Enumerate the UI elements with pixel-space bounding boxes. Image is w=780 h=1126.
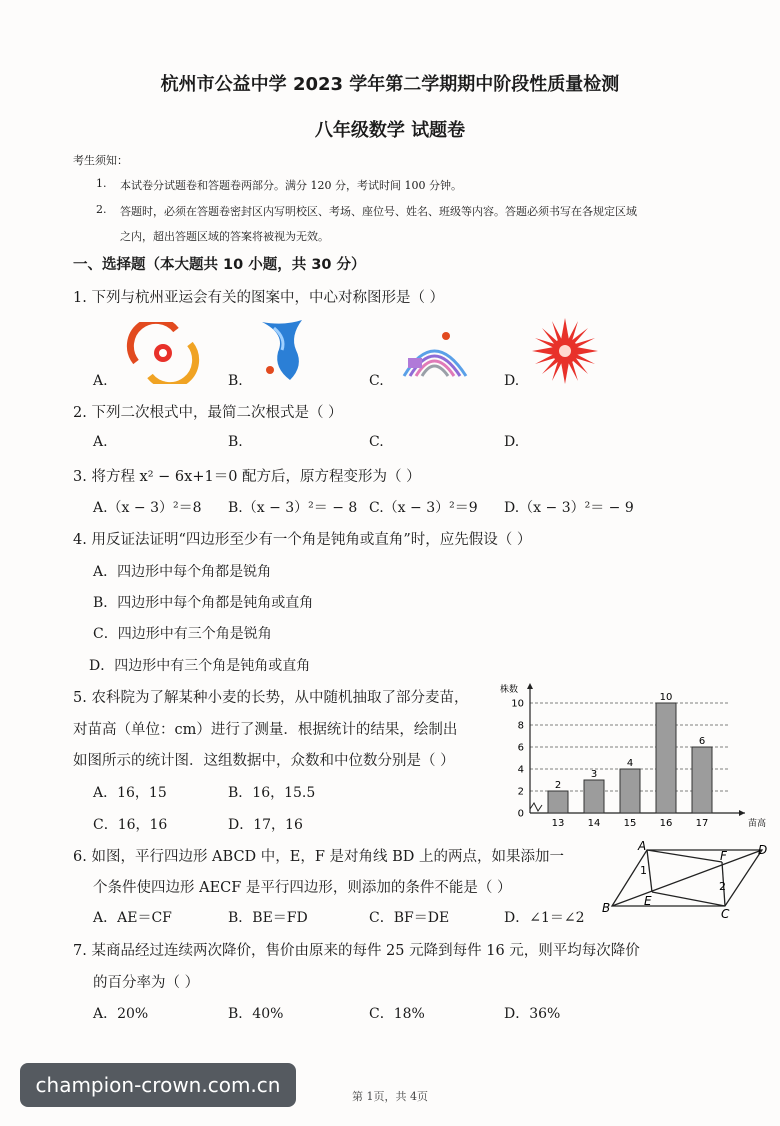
q4-option-c: C．四边形中有三个角是锐角: [93, 626, 272, 642]
q2-stem: 2. 下列二次根式中，最简二次根式是（ ）: [73, 405, 343, 421]
q7-option-c: C．18%: [369, 1006, 425, 1022]
x-tick-label: 14: [587, 818, 601, 829]
x-tick-label: 13: [551, 818, 565, 829]
q6-parallelogram-figure: [600, 840, 772, 920]
q3-option-b: B.（x − 3）²＝ − 8: [228, 500, 358, 516]
q7-option-d: D．36%: [504, 1006, 561, 1022]
q4-option-a: A．四边形中每个角都是锐角: [93, 564, 272, 580]
bar: [620, 769, 640, 813]
q7-stem-line2: 的百分率为（ ）: [93, 975, 200, 991]
exam-subtitle: 八年级数学 试题卷: [314, 120, 466, 141]
y-tick-label: 4: [517, 764, 524, 776]
q1-stem: 1. 下列与杭州亚运会有关的图案中，中心对称图形是（ ）: [73, 290, 445, 306]
bar-data-label: 2: [554, 780, 562, 791]
bar-data-label: 10: [659, 692, 673, 703]
section-heading: 一、选择题（本大题共 10 小题，共 30 分）: [73, 257, 366, 273]
q1-option-b: B.: [228, 373, 243, 389]
notice-item-2-text: 答题时，必须在答题卷密封区内写明校区、考场、座位号、姓名、班级等内容。答题必须书写在各规定区域: [120, 205, 637, 218]
q7-option-a: A．20%: [93, 1006, 149, 1022]
bar-data-label: 4: [626, 758, 634, 769]
segment-ae: [647, 850, 652, 892]
q1-emblem-c: [398, 330, 470, 382]
q1-option-d: D.: [504, 373, 520, 389]
y-tick-label: 10: [511, 698, 524, 710]
q7-option-b: B．40%: [228, 1006, 284, 1022]
diagonal-bd: [612, 850, 762, 906]
vertex-c-label: C: [721, 907, 730, 920]
y-axis-title: 株数: [500, 685, 519, 695]
q1-option-a: A.: [93, 373, 108, 389]
q2-option-d: D.: [504, 434, 520, 450]
q6-stem-line1: 6. 如图，平行四边形 ABCD 中，E，F 是对角线 BD 上的两点，如果添加一: [73, 849, 565, 865]
q4-stem: 4. 用反证法证明“四边形至少有一个角是钝角或直角”时，应先假设（ ）: [73, 532, 532, 548]
x-tick-label: 16: [659, 818, 673, 829]
q5-option-a: A．16，15: [93, 785, 167, 801]
q6-stem-line2: 个条件使四边形 AECF 是平行四边形，则添加的条件不能是（ ）: [93, 880, 512, 896]
q5-option-c: C．16，16: [93, 817, 168, 833]
watermark-badge: champion-crown.com.cn: [20, 1063, 296, 1107]
q4-option-d: D．四边形中有三个角是钝角或直角: [89, 658, 311, 674]
y-tick-label: 8: [517, 720, 524, 732]
q3-option-c: C.（x − 3）²＝9: [369, 500, 478, 516]
bar-data-label: 6: [698, 736, 706, 747]
y-tick-label: 6: [517, 742, 524, 754]
vertex-b-label: B: [602, 901, 611, 915]
segment-ec: [652, 892, 725, 906]
exam-title: 杭州市公益中学 2023 学年第二学期期中阶段性质量检测: [160, 74, 620, 95]
y-tick-label: 2: [517, 786, 524, 798]
angle-1-label: 1: [640, 864, 647, 877]
q5-bar-chart: [500, 682, 775, 832]
notice-item-1-text: 本试卷分试题卷和答题卷两部分。满分 120 分，考试时间 100 分钟。: [120, 179, 462, 192]
q5-option-d: D．17，16: [228, 817, 303, 833]
q3-option-d: D.（x − 3）²＝ − 9: [504, 500, 634, 516]
q3-stem: 3. 将方程 x² − 6x+1＝0 配方后，原方程变形为（ ）: [73, 469, 421, 485]
x-axis-arrow: [739, 810, 745, 816]
q1-option-c: C.: [369, 373, 384, 389]
q7-stem-line1: 7. 某商品经过连续两次降价，售价由原来的每件 25 元降到每件 16 元，则平均每次降价: [73, 943, 640, 959]
q6-option-b: B．BE＝FD: [228, 910, 308, 926]
q1-emblem-d: [532, 318, 598, 384]
point-f-label: F: [720, 849, 727, 863]
bar-data-label: 3: [590, 769, 598, 780]
notice-item-1-num: 1.: [96, 177, 107, 190]
q6-option-c: C．BF＝DE: [369, 910, 450, 926]
q5-stem-line3: 如图所示的统计图．这组数据中，众数和中位数分别是（ ）: [73, 753, 455, 769]
q5-stem-line2: 对苗高（单位：cm）进行了测量．根据统计的结果，绘制出: [73, 722, 458, 738]
q4-option-b: B．四边形中每个角都是钝角或直角: [93, 595, 314, 611]
axis-break: [530, 803, 542, 811]
x-axis-title: 苗高: [748, 819, 767, 829]
vertex-a-label: A: [638, 840, 647, 853]
q3-option-a: A.（x − 3）²＝8: [93, 500, 202, 516]
point-e-label: E: [644, 894, 652, 908]
vertex-d-label: D: [758, 843, 768, 857]
q6-option-a: A．AE＝CF: [93, 910, 172, 926]
bar: [656, 703, 676, 813]
q5-stem-line1: 5. 农科院为了解某种小麦的长势，从中随机抽取了部分麦苗，: [73, 690, 469, 706]
segment-af: [647, 850, 722, 862]
q2-option-c: C.: [369, 434, 384, 450]
angle-2-label: 2: [719, 880, 726, 893]
bar: [692, 747, 712, 813]
q6-option-d: D．∠1＝∠2: [504, 910, 585, 926]
q1-emblem-b: [256, 316, 308, 384]
q5-option-b: B．16，15.5: [228, 785, 316, 801]
q2-option-a: A.: [93, 434, 108, 450]
page-footer: 第 1页，共 4页: [352, 1090, 428, 1103]
q1-emblem-a: [126, 322, 200, 384]
bar: [548, 791, 568, 813]
notice-item-2-num: 2.: [96, 203, 107, 216]
x-tick-label: 17: [695, 818, 709, 829]
notice-item-2-text-cont: 之内，超出答题区域的答案将被视为无效。: [120, 230, 329, 243]
y-axis-arrow: [527, 683, 533, 689]
notice-heading: 考生须知：: [73, 154, 128, 167]
x-tick-label: 15: [623, 818, 637, 829]
q2-option-b: B.: [228, 434, 243, 450]
bar: [584, 780, 604, 813]
y-tick-label: 0: [517, 808, 524, 820]
